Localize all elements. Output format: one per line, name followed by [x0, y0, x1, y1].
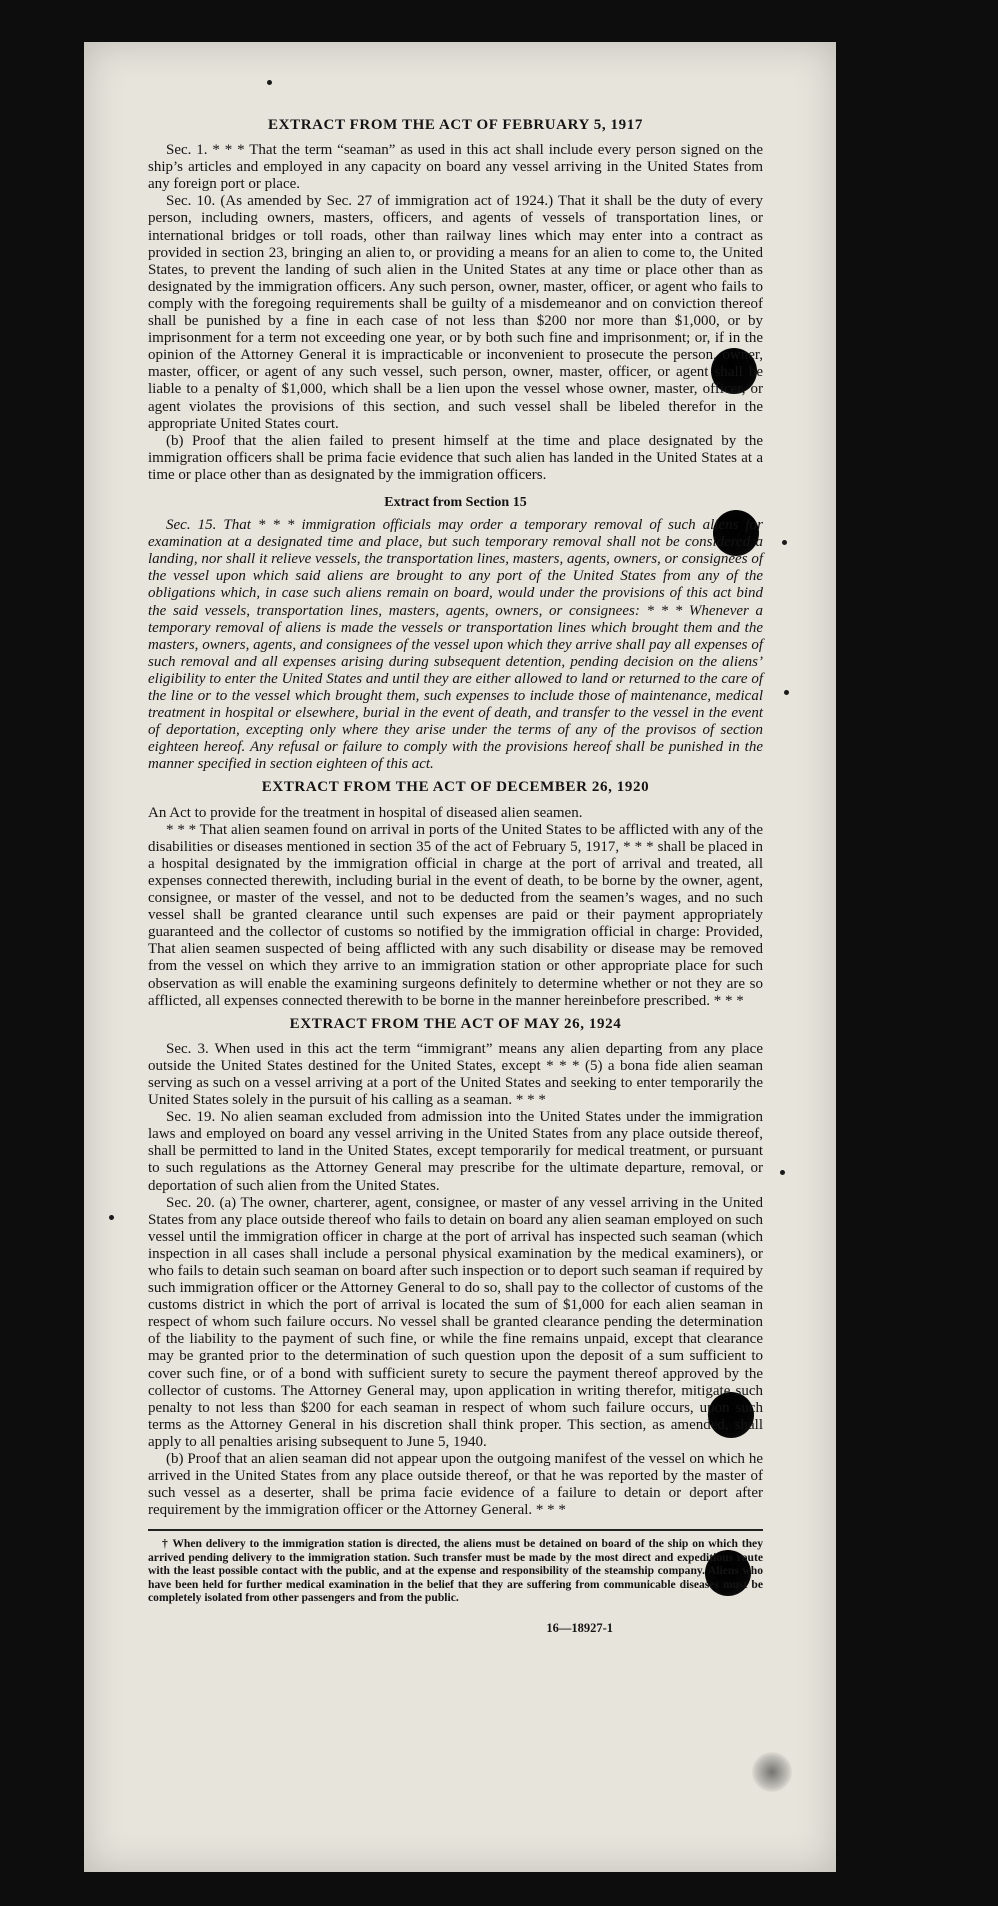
speck [784, 690, 789, 695]
paragraph: Sec. 1. * * * That the term “seaman” as used in this act shall include every person signed on the ship’s articles and employed in any capacity on board any vessel arriving in the United States from any foreign port or place. [148, 142, 763, 193]
form-number: 16—18927-1 [546, 1621, 613, 1636]
section-heading: EXTRACT FROM THE ACT OF DECEMBER 26, 1920 [261, 779, 650, 796]
speck [267, 80, 272, 85]
section-heading: EXTRACT FROM THE ACT OF MAY 26, 1924 [289, 1015, 622, 1032]
paragraph: (b) Proof that the alien failed to present himself at the time and place designated by the immigration officers shall be prima facie evidence that such alien has landed in the United States at a time or place other than as designated by the immigration officers. [148, 432, 763, 483]
speck [780, 1170, 785, 1175]
paragraph: (b) Proof that an alien seaman did not appear upon the outgoing manifest of the vessel on which he arrived in the United States from any place outside thereof, or that he was reported by the master of such vessel as a deserter, shall be prima facie evidence of a failure to detain or deport after requirement by the immigration officer or the Attorney General. * * * [148, 1451, 763, 1519]
paragraph: Sec. 20. (a) The owner, charterer, agent, consignee, or master of any vessel arriving in the United States from any place outside thereof who fails to detain on board any alien seaman employed on such vessel until the immigration officer in charge at the port of arrival has inspected such seaman (which inspection in all cases shall include a personal physical examination by the medical examiners), or who fails to detain such seaman on board after such inspection or to deport such seaman if required by such immigration officer or the Attorney General to do so, shall pay to the collector of customs of the customs district in which the port of arrival is located the sum of $1,000 for each alien seaman in respect of whom such failure occurs. No vessel shall be granted clearance pending the determination of the liability to the payment of such fine, or while the fine remains unpaid, except that clearance may be granted prior to the determination of such question upon the deposit of a sum sufficient to cover such fine, or of a bond with sufficient surety to secure the payment thereof approved by the collector of customs. The Attorney General may, upon application in writing therefor, mitigate such penalty to not less than $200 for each seaman in respect of whom such failure occurs, upon such terms as the Attorney General in his discretion shall think proper. This section, as amended, shall apply to all penalties arising subsequent to June 5, 1940. [148, 1194, 763, 1450]
paragraph: * * * That alien seamen found on arrival in ports of the United States to be afflicted with any of the disabilities or diseases mentioned in section 35 of the act of February 5, 1917, * * * shall be placed in a hospital designated by the immigration official in charge at the port of arrival and treated, all expenses connected therewith, including burial in the event of death, to be borne by the owner, agent, consignee, or master of the vessel, and not to be deducted from the seamen’s wages, and no such vessel shall be granted clearance until such expenses are paid or their payment appropriately guaranteed and the collector of customs so notified by the immigration official in charge: Provided, That alien seamen suspected of being afflicted with any such disability or disease may be removed from the vessel on which they arrive to an immigration station or other appropriate place for such observation as will enable the examining surgeons definitely to determine whether or not they are so afflicted, all expenses connected therewith to be borne in the manner hereinbefore prescribed. * * * [148, 821, 763, 1009]
section-heading: EXTRACT FROM THE ACT OF FEBRUARY 5, 1917 [268, 117, 643, 133]
speck [109, 1215, 114, 1220]
speck [782, 540, 787, 545]
paper-stain [752, 1752, 792, 1792]
paragraph: Sec. 3. When used in this act the term “immigrant” means any alien departing from any place outside the United States destined for the United States, except * * * (5) a bona fide alien seaman serving as such on a vessel arriving at a port of the United States and seeking to enter temporarily the United States solely in the pursuit of his calling as a seaman. * * * [148, 1040, 763, 1109]
document-body [148, 117, 763, 1638]
paragraph: An Act to provide for the treatment in hospital of diseased alien seamen. [148, 804, 583, 821]
footnote-divider [148, 1529, 763, 1531]
paragraph: Sec. 19. No alien seaman excluded from admission into the United States under the immigration laws and employed on board any vessel arriving in the United States from any place outside thereof, shall be permitted to land in the United States, except temporarily for medical treatment, or pursuant to such regulations as the Attorney General may prescribe for the ultimate departure, removal, or deportation of such alien from the United States. [148, 1109, 763, 1194]
section-subheading: Extract from Section 15 [384, 494, 527, 510]
footnote: † When delivery to the immigration station is directed, the aliens must be detained on board of the ship on which they arrived pending delivery to the immigration station. Such transfer must be made by the most direct and expeditious route with the least possible contact with the public, and at the expense and responsibility of the steamship company. Aliens who have been held for further medical examination in the belief that they are suffering from communicable diseases must be completely isolated from other passengers and from the public. [148, 1537, 763, 1605]
paragraph: Sec. 15. That * * * immigration officials may order a temporary removal of such aliens for examination at a designated time and place, but such temporary removal shall not be considered a landing, nor shall it relieve vessels, the transportation lines, masters, agents, owners, or consignees of the vessel upon which said aliens are brought to any port of the United States from any of the obligations which, in case such aliens remain on board, would under the provisions of this act bind the said vessels, transportation lines, masters, agents, owners, or consignees: * * * Whenever a temporary removal of aliens is made the vessels or transportation lines which brought them and the masters, owners, agents, and consignees of the vessel upon which they arrive shall pay all expenses of such removal and all expenses arising during subsequent detention, pending decision on the aliens’ eligibility to enter the United States and until they are either allowed to land or returned to the care of the line or to the vessel which brought them, such expenses to include those of maintenance, medical treatment in hospital or elsewhere, burial in the event of death, and transfer to the vessel in the event of deportation, excepting only where they arise under the terms of any of the provisos of section eighteen hereof. Any refusal or failure to comply with the provisions hereof shall be punished in the manner specified in section eighteen of this act. [148, 517, 763, 773]
paragraph: Sec. 10. (As amended by Sec. 27 of immigration act of 1924.) That it shall be the duty of every person, including owners, masters, officers, and agents of vessels of transportation lines, or international bridges or toll roads, other than railway lines which may enter into a contract as provided in section 23, bringing an alien to, or providing a means for an alien to come to, the United States, to prevent the landing of such alien in the United States at any time or place other than as designated by the immigration officers. Any such person, owner, master, officer, or agent who fails to comply with the foregoing requirements shall be guilty of a misdemeanor and on conviction thereof shall be punished by a fine in each case of not less than $200 nor more than $1,000, or by imprisonment for a term not exceeding one year, or by both such fine and imprisonment; or, if in the opinion of the Attorney General it is impracticable or inconvenient to prosecute the person, owner, master, officer, or agent of any such vessel, such person, owner, master, officer, or agent shall be liable to a penalty of $1,000, which shall be a lien upon the vessel whose owner, master, officer, or agent violates the provisions of this section, and such vessel shall be libeled therefor in the appropriate United States court. [148, 193, 763, 432]
